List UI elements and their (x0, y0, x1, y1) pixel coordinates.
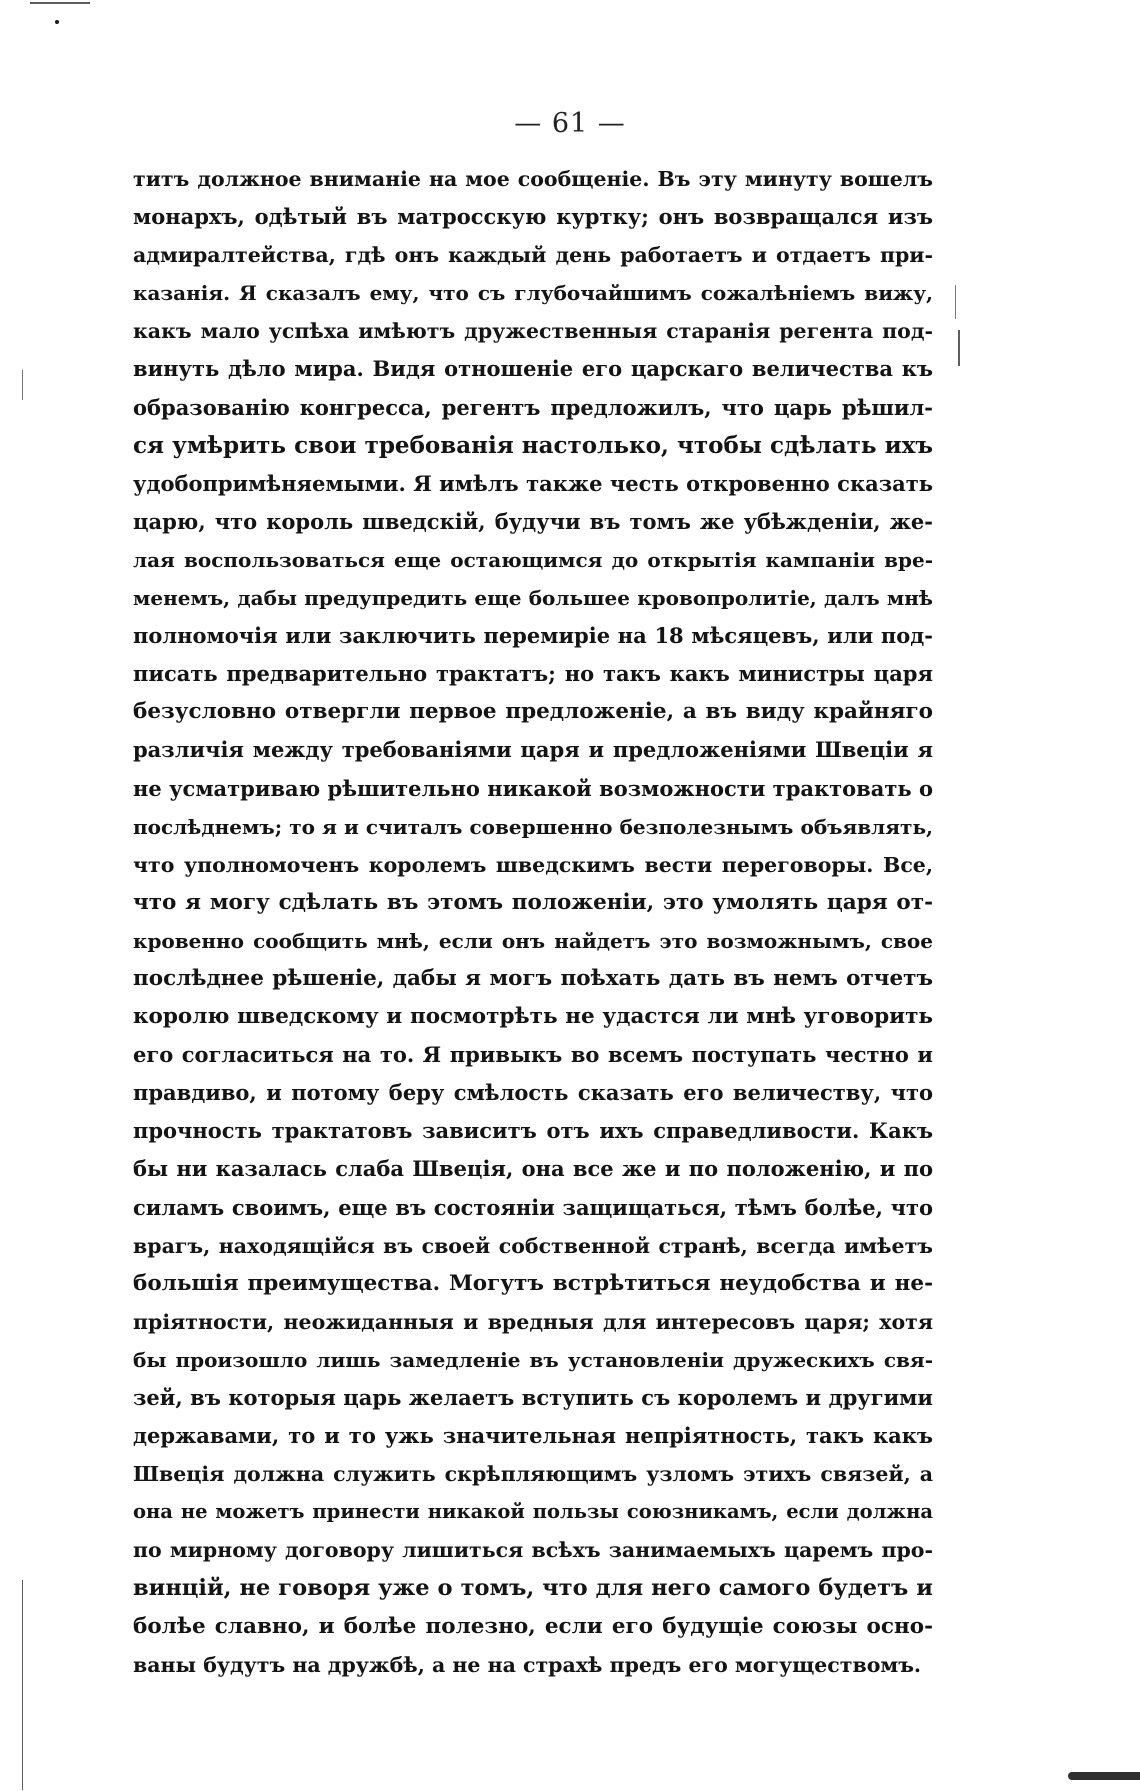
text-line: адмиралтейства, гдѣ онъ каждый день работаетъ и отдаетъ при- (133, 243, 933, 268)
scan-artifact (958, 330, 960, 366)
body-text (133, 160, 933, 1684)
text-line: прочность трактатовъ зависитъ отъ ихъ справедливости. Какъ (133, 1118, 933, 1144)
scan-artifact (22, 370, 23, 400)
text-line: Швеція должна служить скрѣпляющимъ узломъ этихъ связей, а (133, 1462, 933, 1487)
text-line: царю, что король шведскій, будучи въ томъ же убѣжденіи, же- (133, 508, 933, 534)
text-line: винуть дѣло мира. Видя отношеніе его царскаго величества къ (133, 356, 933, 382)
text-line: кровенно сообщить мнѣ, если онъ найдетъ это возможнымъ, свое (133, 928, 933, 953)
text-line: что уполномоченъ королемъ шведскимъ вести переговоры. Все, (133, 852, 933, 877)
text-line: королю шведскому и посмотрѣть не удастся ли мнѣ уговорить (133, 1004, 933, 1030)
text-line: пріятности, неожиданныя и вредныя для интересовъ царя; хотя (133, 1309, 933, 1334)
text-line: его согласиться на то. Я привыкъ во всемъ поступать честно и (133, 1042, 933, 1068)
text-line: что я могу сдѣлать въ этомъ положеніи, это умолять царя от- (133, 889, 933, 915)
text-line: писать предварительно трактатъ; но такъ какъ министры царя (133, 661, 933, 687)
text-line: монархъ, одѣтый въ матросскую куртку; онъ возвращался изъ (133, 204, 933, 230)
text-line: ся умѣрить свои требованія настолько, чтобы сдѣлать ихъ (133, 431, 933, 459)
text-line: бы произошло лишь замедленіе въ установленіи дружескихъ свя- (133, 1347, 933, 1372)
text-line: винцій, не говоря уже о томъ, что для него самого будетъ и (133, 1575, 933, 1602)
text-line: казанія. Я сказалъ ему, что съ глубочайшимъ сожалѣніемъ вижу, (133, 281, 933, 306)
text-line: зей, въ которыя царь желаетъ вступить съ королемъ и другими (133, 1385, 933, 1410)
scan-artifact (55, 20, 59, 24)
text-line: лая воспользоваться еще остающимся до открытія кампаніи вре- (133, 547, 933, 572)
scan-artifact (22, 1580, 23, 1790)
text-line: титъ должное вниманіе на мое сообщеніе. Въ эту минуту вошелъ (133, 167, 933, 191)
text-line: не усматриваю рѣшительно никакой возможности трактовать о (133, 775, 933, 801)
text-line: какъ мало успѣха имѣютъ дружественныя старанія регента под- (133, 319, 933, 344)
text-line: по мирному договору лишиться всѣхъ занимаемыхъ царемъ про- (133, 1538, 933, 1563)
text-line: правдиво, и потому беру смѣлость сказать его величеству, что (133, 1080, 933, 1106)
text-line: послѣднее рѣшеніе, дабы я могъ поѣхать дать въ немъ отчетъ (133, 965, 933, 991)
text-line: она не можетъ принести никакой пользы союзникамъ, если должна (133, 1500, 933, 1524)
text-line: безусловно отвергли первое предложеніе, а въ виду крайняго (133, 699, 933, 725)
text-line: удобопримѣняемыми. Я имѣлъ также честь откровенно сказать (133, 470, 933, 496)
text-line: державами, то и то ужь значительная непріятность, такъ какъ (133, 1423, 933, 1449)
text-line: большія преимущества. Могутъ встрѣтиться неудобства и не- (133, 1270, 933, 1296)
text-line: образованію конгресса, регентъ предложилъ, что царь рѣшил- (133, 394, 933, 420)
scan-artifact (30, 2, 90, 4)
text-line: силамъ своимъ, еще въ состояніи защищаться, тѣмъ болѣе, что (133, 1194, 933, 1220)
text-line: полномочія или заключить перемиріе на 18 мѣсяцевъ, или под- (133, 623, 933, 649)
scan-artifact (955, 285, 956, 319)
text-line: менемъ, дабы предупредить еще большее кровопролитіе, далъ мнѣ (133, 586, 933, 611)
text-line: послѣднемъ; то я и считалъ совершенно безполезнымъ объявлять, (133, 814, 933, 839)
page-number: — 61 — (514, 108, 626, 139)
text-line: болѣе славно, и болѣе полезно, если его будущіе союзы осно- (133, 1613, 933, 1639)
text-line: бы ни казалась слаба Швеція, она все же и по положенію, и по (133, 1156, 933, 1182)
text-line: ваны будутъ на дружбѣ, а не на страхѣ предъ его могуществомъ. (133, 1652, 922, 1677)
text-line: различія между требованіями царя и предложеніями Швеціи я (133, 737, 933, 763)
text-line: врагъ, находящійся въ своей собственной странѣ, всегда имѣетъ (133, 1233, 933, 1258)
scan-artifact (1068, 1772, 1140, 1780)
